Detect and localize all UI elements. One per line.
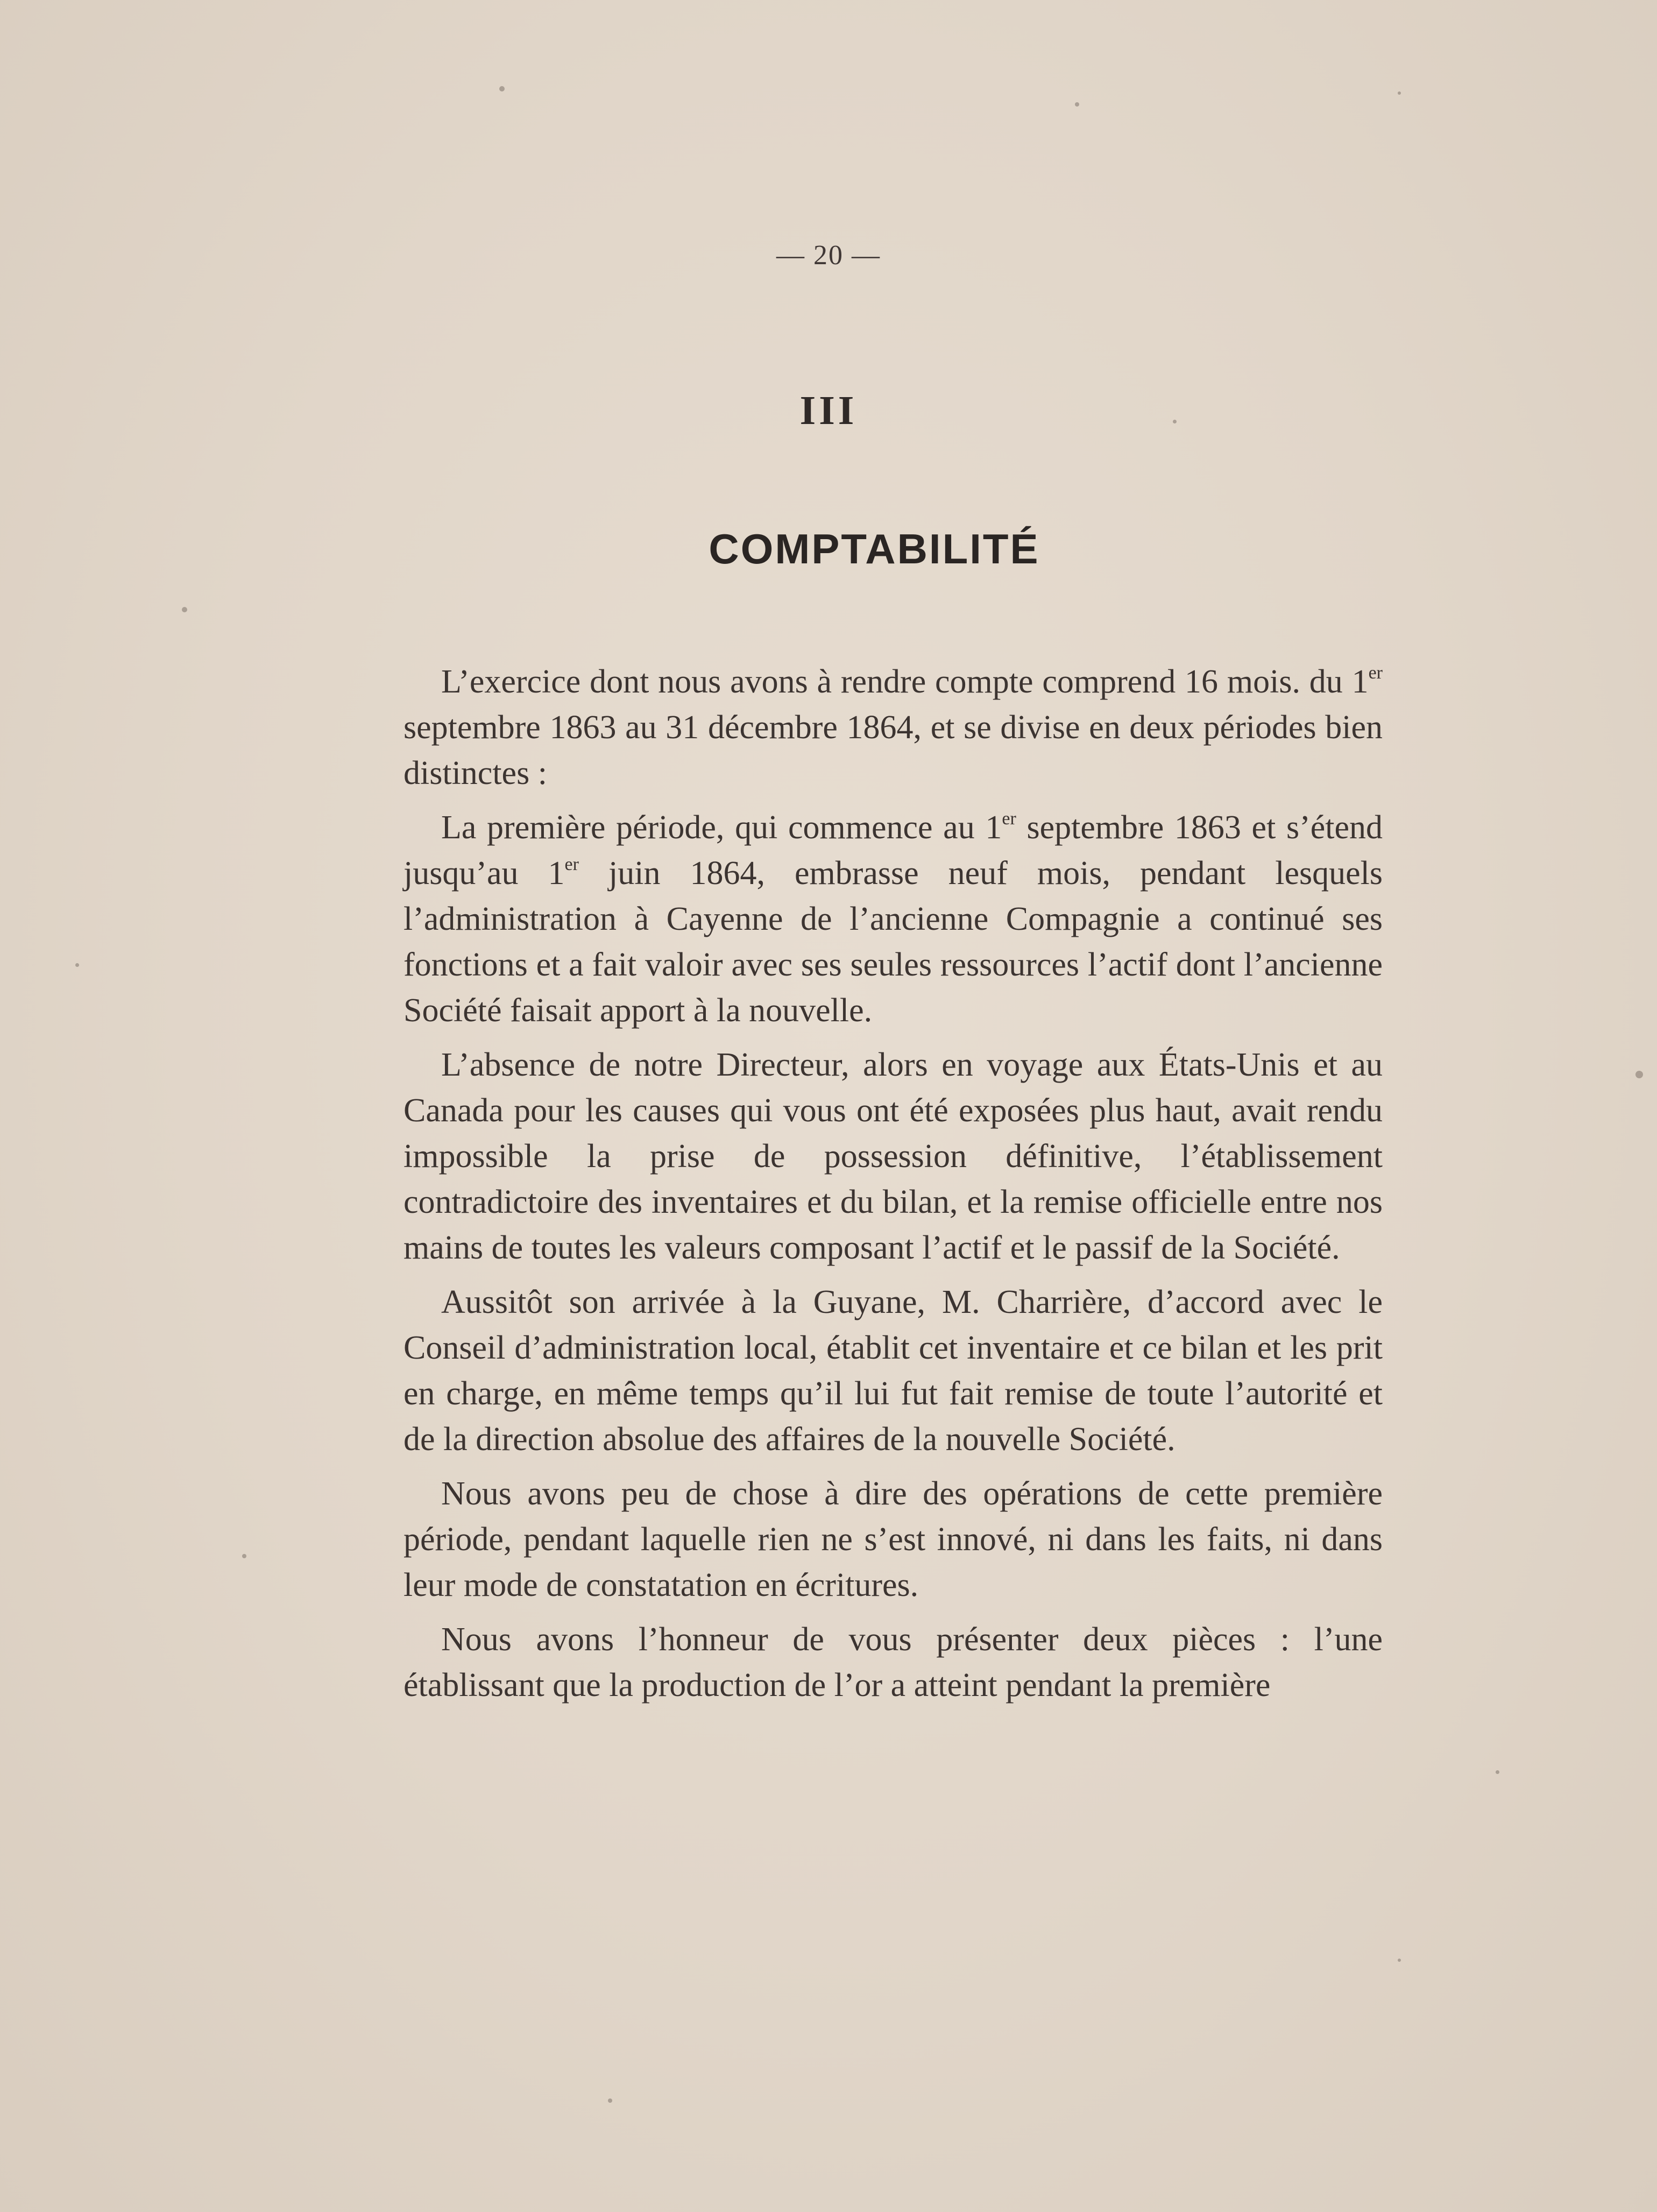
paper-speck [1398, 1959, 1401, 1962]
text-run: L’absence de notre Directeur, alors en voyage aux États-Unis et au Canada pour les causes qui vous ont été exposées plus haut, avait rendu impossible la prise de possession définitive, l’établissement contradictoire des inventaires et du bilan, et la remise officielle entre nos mains de toutes les valeurs composant l’actif et le passif de la Société. [403, 1047, 1383, 1266]
paper-speck [1496, 1770, 1499, 1774]
paper-speck [1635, 1071, 1643, 1078]
paper-speck [182, 607, 187, 612]
paper-speck [1075, 102, 1079, 107]
paper-speck [1173, 420, 1177, 423]
section-number: III [799, 388, 858, 433]
paragraph-first-period [403, 805, 1383, 1034]
paragraph-charriere-arrival [403, 1280, 1383, 1462]
paragraph-first-period-operations [403, 1471, 1383, 1608]
body-text [403, 659, 1383, 1717]
superscript-er: er [1368, 663, 1383, 683]
text-run: Aussitôt son arrivée à la Guyane, M. Charrière, d’accord avec le Conseil d’administration local, établit cet inventaire et ce bilan et les prit en charge, en même temps qu’il lui fut fait remise de toute l’autorité et de la direction absolue des affaires de la nouvelle Société. [403, 1284, 1383, 1458]
page-number: — 20 — [776, 240, 881, 271]
text-run: juin 1864, embrasse neuf mois, pendant lesquels l’administration à Cayenne de l’ancienne Compagnie a continué ses fonctions et a fait valoir avec ses seules ressources l’actif dont l’ancienne Société faisait apport à la nouvelle. [403, 855, 1383, 1029]
paragraph-two-documents [403, 1617, 1383, 1708]
paper-speck [75, 963, 79, 967]
paragraph-director-absence [403, 1042, 1383, 1271]
text-run: La première période, qui commence au 1 [441, 809, 1002, 846]
text-run: septembre 1863 et s’étend jusqu’au 1 [403, 809, 1383, 892]
paper-speck [1398, 91, 1401, 95]
paper-speck [242, 1554, 246, 1558]
superscript-er: er [564, 854, 579, 874]
paper-speck [608, 2098, 612, 2103]
text-run: Nous avons l’honneur de vous présenter deux pièces : l’une établissant que la production de l’or a atteint pendant la première [403, 1621, 1383, 1704]
text-run: L’exercice dont nous avons à rendre compte comprend 16 mois. du 1 [441, 663, 1369, 700]
paragraph-exercise-period [403, 659, 1383, 796]
section-title: COMPTABILITÉ [709, 525, 1040, 573]
text-run: septembre 1863 au 31 décembre 1864, et se divise en deux périodes bien distinctes : [403, 709, 1383, 791]
text-run: Nous avons peu de chose à dire des opérations de cette première période, pendant laquelle rien ne s’est innové, ni dans les faits, ni dans leur mode de constatation en écritures. [403, 1475, 1383, 1603]
superscript-er: er [1002, 809, 1016, 829]
paper-speck [499, 86, 505, 91]
